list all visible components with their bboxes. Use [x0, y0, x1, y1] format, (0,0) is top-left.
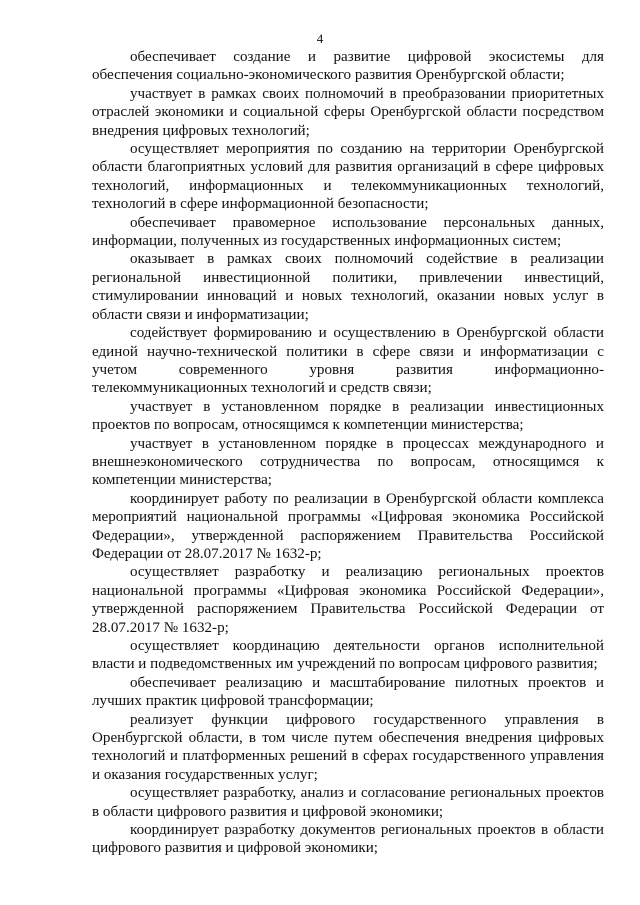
- paragraph: обеспечивает создание и развитие цифровой экосистемы для обеспечения социально-экономического развития Оренбургской области;: [92, 49, 604, 84]
- paragraph: осуществляет мероприятия по созданию на территории Оренбургской области благоприятных условий для развития организаций в сфере цифровых технологий, информационных и телекоммуникационных технологий, технологий в сфере информационной безопасности;: [92, 141, 604, 213]
- paragraph: координирует разработку документов региональных проектов в области цифрового развития и цифровой экономики;: [92, 822, 604, 857]
- paragraph: обеспечивает реализацию и масштабирование пилотных проектов и лучших практик цифровой трансформации;: [92, 674, 604, 710]
- paragraph: участвует в установленном порядке в реализации инвестиционных проектов по вопросам, относящимся к компетенции министерства;: [92, 398, 604, 434]
- document-body: [92, 48, 604, 858]
- paragraph: оказывает в рамках своих полномочий содействие в реализации региональной инвестиционной политики, привлечении инвестиций, стимулировании инноваций и новых технологий, оказании новых услуг в области связи и информатизации;: [92, 251, 604, 323]
- paragraph: содействует формированию и осуществлению в Оренбургской области единой научно-технической политики в сфере связи и информатизации с учетом современного уровня развития информационно-телекоммуникационных технологий и средств связи;: [92, 325, 604, 397]
- paragraph: участвует в рамках своих полномочий в преобразовании приоритетных отраслей экономики и социальной сферы Оренбургской области посредством внедрения цифровых технологий;: [92, 85, 604, 139]
- paragraph: участвует в установленном порядке в процессах международного и внешнеэкономического сотрудничества по вопросам, относящимся к компетенции министерства;: [92, 435, 604, 489]
- paragraph: координирует работу по реализации в Оренбургской области комплекса мероприятий национальной программы «Цифровая экономика Российской Федерации», утвержденной распоряжением Правительства Российской Федерации от 28.07.2017 № 1632-р;: [92, 490, 604, 562]
- paragraph: реализует функции цифрового государственного управления в Оренбургской области, в том числе путем обеспечения внедрения цифровых технологий и платформенных решений в сферах государственного управления и оказания государственных услуг;: [92, 711, 604, 783]
- page-number: 4: [316, 31, 324, 46]
- paragraph: осуществляет разработку и реализацию региональных проектов национальной программы «Цифровая экономика Российской Федерации», утвержденной распоряжением Правительства Российской Федерации от 28.07.2017 № 1632-р;: [92, 564, 604, 636]
- paragraph: обеспечивает правомерное использование персональных данных, информации, полученных из государственных информационных систем;: [92, 214, 604, 250]
- paragraph: осуществляет разработку, анализ и согласование региональных проектов в области цифрового развития и цифровой экономики;: [92, 785, 604, 820]
- paragraph: осуществляет координацию деятельности органов исполнительной власти и подведомственных им учреждений по вопросам цифрового развития;: [92, 638, 604, 673]
